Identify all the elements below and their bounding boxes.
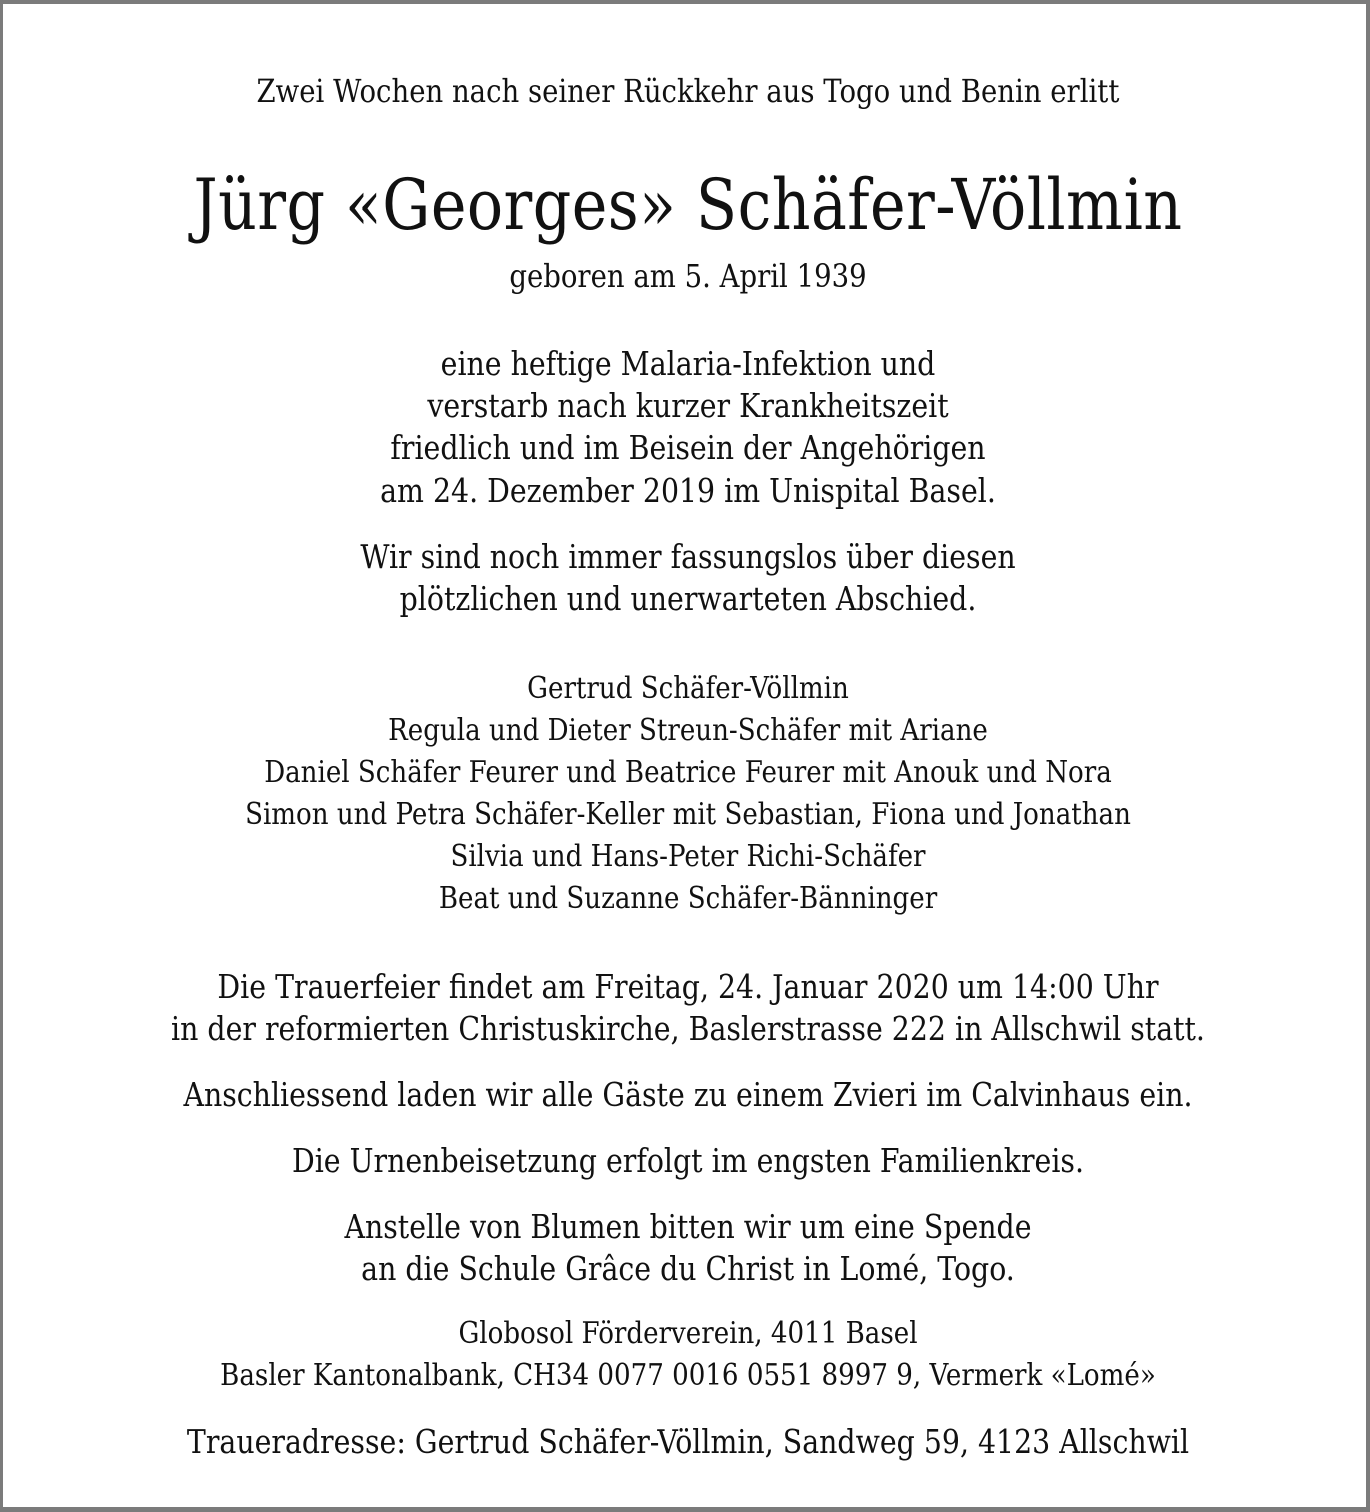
family-member: Daniel Schäfer Feurer und Beatrice Feurer mit Anouk und Nora bbox=[264, 755, 1112, 790]
donation-text-line: Anstelle von Blumen bitten wir um eine Spende bbox=[344, 1207, 1032, 1246]
bank-text-line: Globosol Förderverein, 4011 Basel bbox=[458, 1316, 918, 1351]
reception-text: Anschliessend laden wir alle Gäste zu einem Zvieri im Calvinhaus ein. bbox=[183, 1075, 1193, 1114]
mourning-address: Traueradresse: Gertrud Schäfer-Völlmin, Sandweg 59, 4123 Allschwil bbox=[186, 1422, 1190, 1461]
ceremony-text-line: in der reformierten Christuskirche, Baslerstrasse 222 in Allschwil statt. bbox=[171, 1009, 1205, 1048]
grief-text-line: plötzlichen und unerwarteten Abschied. bbox=[399, 579, 977, 618]
birth-date: geboren am 5. April 1939 bbox=[509, 257, 867, 295]
donation-text-line: an die Schule Grâce du Christ in Lomé, Togo. bbox=[361, 1249, 1015, 1288]
family-member: Regula und Dieter Streun-Schäfer mit Ariane bbox=[388, 713, 988, 748]
death-text-line: friedlich und im Beisein der Angehörigen bbox=[390, 428, 986, 467]
death-text-line: eine heftige Malaria-Infektion und bbox=[440, 344, 936, 383]
intro-text: Zwei Wochen nach seiner Rückkehr aus Togo und Benin erlitt bbox=[256, 72, 1120, 110]
family-member: Silvia und Hans-Peter Richi-Schäfer bbox=[450, 839, 926, 874]
deceased-name: Jürg «Georges» Schäfer-Völlmin bbox=[193, 164, 1183, 246]
ceremony-text-line: Die Trauerfeier findet am Freitag, 24. Januar 2020 um 14:00 Uhr bbox=[217, 967, 1159, 1006]
family-member: Simon und Petra Schäfer-Keller mit Sebastian, Fiona und Jonathan bbox=[245, 797, 1131, 832]
bank-text-line: Basler Kantonalbank, CH34 0077 0016 0551 8997 9, Vermerk «Lomé» bbox=[220, 1358, 1156, 1393]
family-member: Gertrud Schäfer-Völlmin bbox=[527, 671, 849, 706]
death-text-line: am 24. Dezember 2019 im Unispital Basel. bbox=[380, 471, 996, 510]
family-member: Beat und Suzanne Schäfer-Bänninger bbox=[438, 881, 938, 916]
death-text-line: verstarb nach kurzer Krankheitszeit bbox=[427, 386, 949, 425]
grief-text-line: Wir sind noch immer fassungslos über diesen bbox=[360, 537, 1016, 576]
burial-text: Die Urnenbeisetzung erfolgt im engsten Familienkreis. bbox=[291, 1141, 1085, 1180]
